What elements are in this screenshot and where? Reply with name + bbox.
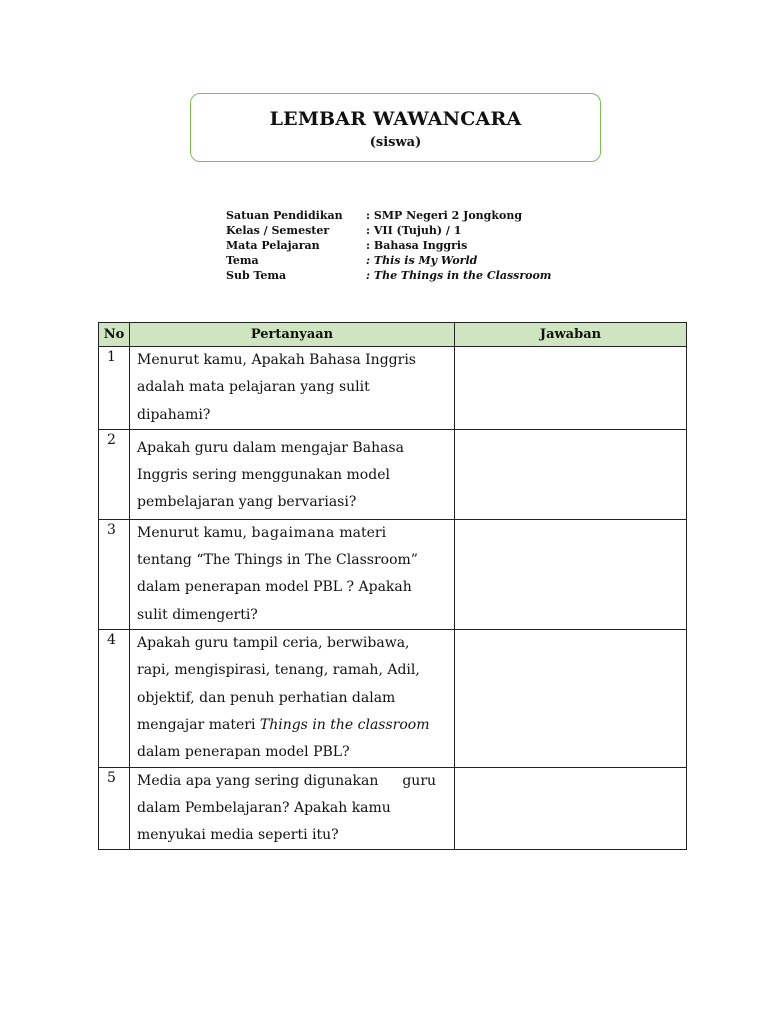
row-number: 4 <box>99 630 130 767</box>
question-cell <box>130 519 455 629</box>
question-line <box>137 768 448 795</box>
table-row <box>99 630 687 767</box>
question-line: rapi, mengispirasi, tenang, ramah, Adil, <box>137 662 420 679</box>
question-cell <box>130 429 455 519</box>
row-number: 5 <box>99 767 130 850</box>
question-line: pembelajaran yang bervariasi? <box>137 494 357 511</box>
table-row <box>99 519 687 629</box>
info-label: Kelas / Semester <box>226 224 330 237</box>
row-number: 2 <box>99 429 130 519</box>
question-cell <box>130 767 455 850</box>
info-value: : Bahasa Inggris <box>366 239 468 252</box>
answer-cell[interactable] <box>455 767 687 850</box>
question-line: dalam Pembelajaran? Apakah kamu <box>137 799 391 816</box>
document-title: LEMBAR WAWANCARA <box>269 108 522 130</box>
info-label: Tema <box>226 254 259 267</box>
question-text: Media apa yang sering digunakan <box>137 772 379 789</box>
question-line: Inggris sering menggunakan model <box>137 467 390 484</box>
table-row <box>99 429 687 519</box>
header-pertanyaan: Pertanyaan <box>130 323 455 347</box>
title-box <box>190 93 601 162</box>
question-text: mengajar materi <box>137 716 260 733</box>
answer-cell[interactable] <box>455 630 687 767</box>
question-line: menyukai media seperti itu? <box>137 827 339 844</box>
question-line: sulit dimengerti? <box>137 606 258 623</box>
info-label: Satuan Pendidikan <box>226 209 343 222</box>
question-line: objektif, dan penuh perhatian dalam <box>137 689 396 706</box>
info-row-satuan <box>226 208 551 223</box>
question-line <box>137 520 448 547</box>
info-value: : SMP Negeri 2 Jongkong <box>366 209 523 222</box>
table-row <box>99 347 687 430</box>
question-line <box>137 712 448 739</box>
question-cell <box>130 630 455 767</box>
document-subtitle: (siswa) <box>369 135 422 150</box>
header-no: No <box>99 323 130 347</box>
question-line: dipahami? <box>137 406 211 423</box>
question-text-italic: Things in the classroom <box>259 716 430 733</box>
question-line: dalam penerapan model PBL? <box>137 744 350 761</box>
interview-table <box>98 322 687 850</box>
answer-cell[interactable] <box>455 429 687 519</box>
answer-cell[interactable] <box>455 519 687 629</box>
question-line: adalah mata pelajaran yang sulit <box>137 379 370 396</box>
info-value: : This is My World <box>366 254 478 267</box>
info-label: Sub Tema <box>226 269 287 282</box>
info-value: : VII (Tujuh) / 1 <box>366 224 462 237</box>
question-line: Menurut kamu, Apakah Bahasa Inggris <box>137 352 416 368</box>
question-line: Apakah guru tampil ceria, berwibawa, <box>137 635 410 652</box>
question-text: Menurut kamu, <box>137 524 252 541</box>
table-header-row <box>99 323 687 347</box>
info-row-subtema <box>226 268 551 283</box>
question-line: dalam penerapan model PBL ? Apakah <box>137 579 412 596</box>
info-row-mapel <box>226 238 551 253</box>
question-line: tentang “The Things in The Classroom” <box>137 552 418 569</box>
question-cell <box>130 347 455 430</box>
header-jawaban: Jawaban <box>455 323 687 347</box>
question-line: Apakah guru dalam mengajar Bahasa <box>137 439 404 456</box>
question-text: materi <box>334 524 387 541</box>
table-row <box>99 767 687 850</box>
row-number: 1 <box>99 347 130 430</box>
info-label: Mata Pelajaran <box>226 239 320 252</box>
question-text: guru <box>402 772 437 789</box>
info-block <box>226 208 551 283</box>
info-value: : The Things in the Classroom <box>366 269 552 282</box>
answer-cell[interactable] <box>455 347 687 430</box>
info-row-tema <box>226 253 551 268</box>
info-row-kelas <box>226 223 551 238</box>
question-text: bagaimana <box>251 524 335 541</box>
row-number: 3 <box>99 519 130 629</box>
